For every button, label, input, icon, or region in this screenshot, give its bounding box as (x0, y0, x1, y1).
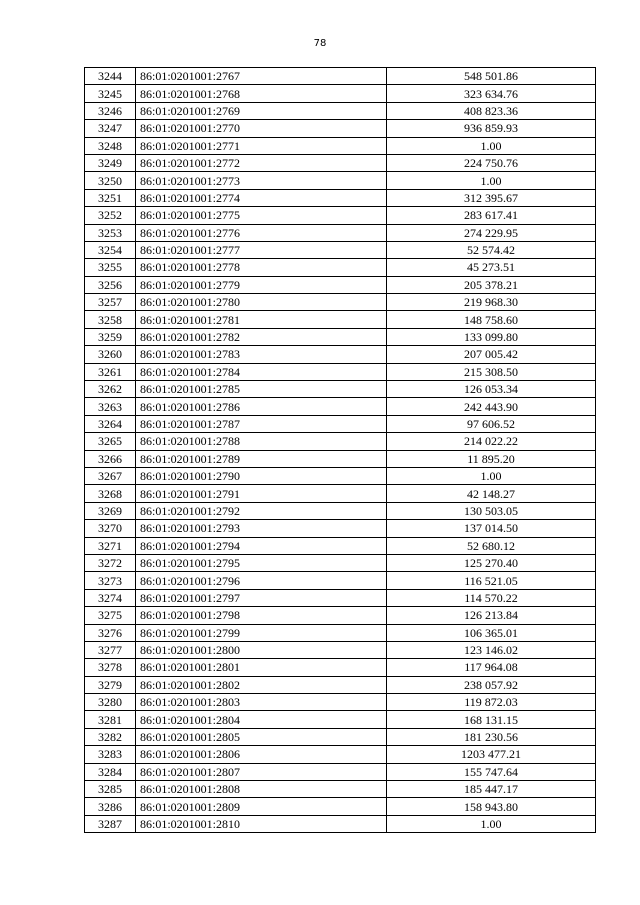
cadastral-number-cell: 86:01:0201001:2801 (136, 659, 387, 676)
cadastral-value-cell: 114 570.22 (387, 589, 596, 606)
cadastral-number-cell: 86:01:0201001:2776 (136, 224, 387, 241)
cadastral-value-cell: 181 230.56 (387, 728, 596, 745)
table-row (85, 398, 596, 415)
cadastral-value-cell: 52 680.12 (387, 537, 596, 554)
row-number-cell: 3257 (85, 294, 136, 311)
cadastral-value-cell: 148 758.60 (387, 311, 596, 328)
row-number-cell: 3286 (85, 798, 136, 815)
row-number-cell: 3254 (85, 241, 136, 258)
cadastral-number-cell: 86:01:0201001:2778 (136, 259, 387, 276)
cadastral-value-cell: 1.00 (387, 137, 596, 154)
table-row (85, 172, 596, 189)
table-row (85, 624, 596, 641)
table-row (85, 520, 596, 537)
row-number-cell: 3250 (85, 172, 136, 189)
cadastral-number-cell: 86:01:0201001:2775 (136, 207, 387, 224)
cadastral-number-cell: 86:01:0201001:2768 (136, 85, 387, 102)
row-number-cell: 3279 (85, 676, 136, 693)
table-row (85, 694, 596, 711)
row-number-cell: 3253 (85, 224, 136, 241)
cadastral-number-cell: 86:01:0201001:2774 (136, 189, 387, 206)
table-row (85, 328, 596, 345)
table-row (85, 502, 596, 519)
row-number-cell: 3267 (85, 467, 136, 484)
cadastral-value-cell: 168 131.15 (387, 711, 596, 728)
cadastral-number-cell: 86:01:0201001:2793 (136, 520, 387, 537)
table-row (85, 676, 596, 693)
cadastral-number-cell: 86:01:0201001:2804 (136, 711, 387, 728)
cadastral-number-cell: 86:01:0201001:2781 (136, 311, 387, 328)
cadastral-number-cell: 86:01:0201001:2797 (136, 589, 387, 606)
cadastral-number-cell: 86:01:0201001:2789 (136, 450, 387, 467)
table-row (85, 554, 596, 571)
row-number-cell: 3251 (85, 189, 136, 206)
row-number-cell: 3245 (85, 85, 136, 102)
table-row (85, 363, 596, 380)
cadastral-value-cell: 242 443.90 (387, 398, 596, 415)
cadastral-number-cell: 86:01:0201001:2780 (136, 294, 387, 311)
row-number-cell: 3249 (85, 154, 136, 171)
cadastral-value-cell: 548 501.86 (387, 68, 596, 85)
cadastral-number-cell: 86:01:0201001:2796 (136, 572, 387, 589)
cadastral-number-cell: 86:01:0201001:2769 (136, 102, 387, 119)
cadastral-value-cell: 936 859.93 (387, 120, 596, 137)
cadastral-number-cell: 86:01:0201001:2782 (136, 328, 387, 345)
row-number-cell: 3264 (85, 415, 136, 432)
table-row (85, 189, 596, 206)
cadastral-number-cell: 86:01:0201001:2802 (136, 676, 387, 693)
table-row (85, 433, 596, 450)
cadastral-number-cell: 86:01:0201001:2795 (136, 554, 387, 571)
table-row (85, 346, 596, 363)
row-number-cell: 3272 (85, 554, 136, 571)
table-row (85, 102, 596, 119)
row-number-cell: 3278 (85, 659, 136, 676)
cadastral-number-cell: 86:01:0201001:2810 (136, 815, 387, 832)
cadastral-value-cell: 133 099.80 (387, 328, 596, 345)
table-row (85, 798, 596, 815)
cadastral-number-cell: 86:01:0201001:2806 (136, 746, 387, 763)
cadastral-number-cell: 86:01:0201001:2772 (136, 154, 387, 171)
row-number-cell: 3244 (85, 68, 136, 85)
cadastral-number-cell: 86:01:0201001:2800 (136, 641, 387, 658)
cadastral-value-cell: 238 057.92 (387, 676, 596, 693)
page-number: 78 (313, 38, 327, 49)
cadastral-number-cell: 86:01:0201001:2787 (136, 415, 387, 432)
cadastral-number-cell: 86:01:0201001:2803 (136, 694, 387, 711)
row-number-cell: 3261 (85, 363, 136, 380)
row-number-cell: 3284 (85, 763, 136, 780)
cadastral-value-cell: 1203 477.21 (387, 746, 596, 763)
cadastral-number-cell: 86:01:0201001:2770 (136, 120, 387, 137)
cadastral-value-cell: 116 521.05 (387, 572, 596, 589)
table-row (85, 137, 596, 154)
cadastral-number-cell: 86:01:0201001:2788 (136, 433, 387, 450)
cadastral-value-cell: 312 395.67 (387, 189, 596, 206)
cadastral-number-cell: 86:01:0201001:2777 (136, 241, 387, 258)
row-number-cell: 3268 (85, 485, 136, 502)
table-row (85, 537, 596, 554)
cadastral-value-cell: 45 273.51 (387, 259, 596, 276)
row-number-cell: 3273 (85, 572, 136, 589)
table-row (85, 589, 596, 606)
cadastral-number-cell: 86:01:0201001:2773 (136, 172, 387, 189)
cadastral-number-cell: 86:01:0201001:2786 (136, 398, 387, 415)
cadastral-number-cell: 86:01:0201001:2791 (136, 485, 387, 502)
table-row (85, 415, 596, 432)
row-number-cell: 3256 (85, 276, 136, 293)
cadastral-number-cell: 86:01:0201001:2794 (136, 537, 387, 554)
cadastral-value-cell: 185 447.17 (387, 781, 596, 798)
row-number-cell: 3275 (85, 607, 136, 624)
row-number-cell: 3287 (85, 815, 136, 832)
row-number-cell: 3283 (85, 746, 136, 763)
row-number-cell: 3271 (85, 537, 136, 554)
row-number-cell: 3259 (85, 328, 136, 345)
cadastral-value-cell: 97 606.52 (387, 415, 596, 432)
row-number-cell: 3269 (85, 502, 136, 519)
row-number-cell: 3285 (85, 781, 136, 798)
cadastral-value-cell: 52 574.42 (387, 241, 596, 258)
cadastral-value-cell: 126 053.34 (387, 381, 596, 398)
row-number-cell: 3252 (85, 207, 136, 224)
table-row (85, 728, 596, 745)
row-number-cell: 3265 (85, 433, 136, 450)
table-row (85, 746, 596, 763)
cadastral-number-cell: 86:01:0201001:2771 (136, 137, 387, 154)
cadastral-value-cell: 123 146.02 (387, 641, 596, 658)
row-number-cell: 3247 (85, 120, 136, 137)
cadastral-value-cell: 207 005.42 (387, 346, 596, 363)
table-row (85, 224, 596, 241)
cadastral-value-cell: 137 014.50 (387, 520, 596, 537)
cadastral-value-cell: 42 148.27 (387, 485, 596, 502)
cadastral-value-cell: 11 895.20 (387, 450, 596, 467)
row-number-cell: 3260 (85, 346, 136, 363)
cadastral-value-cell: 214 022.22 (387, 433, 596, 450)
cadastral-value-cell: 219 968.30 (387, 294, 596, 311)
table-row (85, 572, 596, 589)
row-number-cell: 3263 (85, 398, 136, 415)
cadastral-value-cell: 283 617.41 (387, 207, 596, 224)
cadastral-value-cell: 155 747.64 (387, 763, 596, 780)
cadastral-value-cell: 1.00 (387, 467, 596, 484)
cadastral-value-cell: 126 213.84 (387, 607, 596, 624)
cadastral-number-cell: 86:01:0201001:2784 (136, 363, 387, 380)
table-row (85, 259, 596, 276)
cadastral-number-cell: 86:01:0201001:2809 (136, 798, 387, 815)
cadastral-number-cell: 86:01:0201001:2808 (136, 781, 387, 798)
cadastral-number-cell: 86:01:0201001:2767 (136, 68, 387, 85)
table-row (85, 120, 596, 137)
table-row (85, 276, 596, 293)
row-number-cell: 3246 (85, 102, 136, 119)
table-row (85, 485, 596, 502)
cadastral-value-cell: 1.00 (387, 815, 596, 832)
table-row (85, 381, 596, 398)
cadastral-value-cell: 224 750.76 (387, 154, 596, 171)
cadastral-value-cell: 158 943.80 (387, 798, 596, 815)
table-row (85, 467, 596, 484)
table-row (85, 85, 596, 102)
cadastral-value-cell: 117 964.08 (387, 659, 596, 676)
table-row (85, 450, 596, 467)
row-number-cell: 3266 (85, 450, 136, 467)
table-row (85, 154, 596, 171)
table-row (85, 659, 596, 676)
cadastral-number-cell: 86:01:0201001:2807 (136, 763, 387, 780)
cadastral-number-cell: 86:01:0201001:2799 (136, 624, 387, 641)
table-row (85, 241, 596, 258)
row-number-cell: 3255 (85, 259, 136, 276)
cadastral-value-cell: 205 378.21 (387, 276, 596, 293)
table-row (85, 68, 596, 85)
row-number-cell: 3270 (85, 520, 136, 537)
table-body (85, 68, 596, 833)
table-row (85, 311, 596, 328)
cadastral-value-cell: 274 229.95 (387, 224, 596, 241)
cadastral-number-cell: 86:01:0201001:2792 (136, 502, 387, 519)
row-number-cell: 3262 (85, 381, 136, 398)
cadastral-number-cell: 86:01:0201001:2790 (136, 467, 387, 484)
table-row (85, 607, 596, 624)
cadastral-value-cell: 408 823.36 (387, 102, 596, 119)
cadastral-number-cell: 86:01:0201001:2783 (136, 346, 387, 363)
cadastral-number-cell: 86:01:0201001:2785 (136, 381, 387, 398)
row-number-cell: 3276 (85, 624, 136, 641)
cadastral-number-cell: 86:01:0201001:2798 (136, 607, 387, 624)
cadastral-value-cell: 106 365.01 (387, 624, 596, 641)
row-number-cell: 3258 (85, 311, 136, 328)
row-number-cell: 3280 (85, 694, 136, 711)
table-row (85, 815, 596, 832)
cadastral-value-cell: 125 270.40 (387, 554, 596, 571)
cadastral-value-cell: 215 308.50 (387, 363, 596, 380)
table-row (85, 207, 596, 224)
row-number-cell: 3277 (85, 641, 136, 658)
table-row (85, 641, 596, 658)
cadastral-value-cell: 323 634.76 (387, 85, 596, 102)
cadastral-value-table (84, 67, 596, 833)
row-number-cell: 3248 (85, 137, 136, 154)
table-row (85, 763, 596, 780)
cadastral-value-cell: 130 503.05 (387, 502, 596, 519)
cadastral-value-cell: 119 872.03 (387, 694, 596, 711)
table-row (85, 294, 596, 311)
table-row (85, 781, 596, 798)
cadastral-value-cell: 1.00 (387, 172, 596, 189)
row-number-cell: 3281 (85, 711, 136, 728)
cadastral-number-cell: 86:01:0201001:2779 (136, 276, 387, 293)
table-row (85, 711, 596, 728)
cadastral-number-cell: 86:01:0201001:2805 (136, 728, 387, 745)
row-number-cell: 3274 (85, 589, 136, 606)
row-number-cell: 3282 (85, 728, 136, 745)
